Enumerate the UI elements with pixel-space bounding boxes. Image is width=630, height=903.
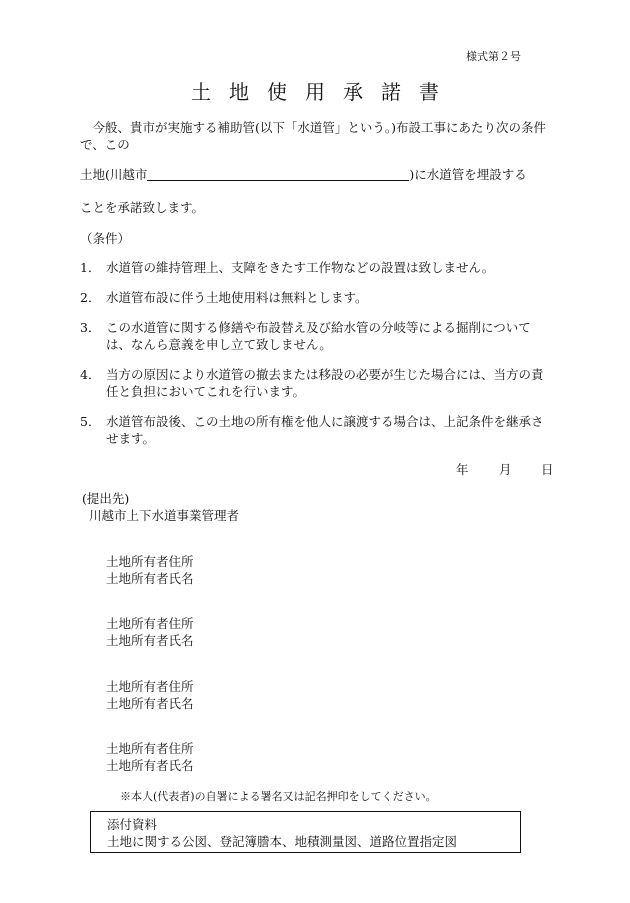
condition-number: 4． bbox=[80, 367, 101, 382]
condition-item bbox=[80, 413, 555, 447]
date-day: 日 bbox=[541, 462, 554, 477]
condition-number: 2． bbox=[80, 290, 101, 305]
date-month: 月 bbox=[499, 462, 512, 477]
owner-block bbox=[106, 615, 194, 649]
owner-block bbox=[106, 553, 194, 587]
date-year: 年 bbox=[456, 462, 469, 477]
condition-text: 水道管の維持管理上、支障をきたす工作物などの設置は致しません。 bbox=[106, 260, 495, 275]
page-title: 土地使用承諾書 bbox=[191, 80, 457, 104]
attachments-list: 土地に関する公図、登記簿謄本、地積測量図、道路位置指定図 bbox=[107, 834, 458, 849]
owner-address-label: 土地所有者住所 bbox=[106, 741, 194, 756]
condition-item bbox=[80, 289, 555, 306]
condition-number: 3． bbox=[80, 320, 101, 335]
signature-note: ※本人(代表者)の自署による署名又は記名押印をしてください。 bbox=[120, 790, 437, 803]
condition-item bbox=[80, 366, 555, 400]
attachments-box bbox=[90, 811, 521, 853]
condition-item bbox=[80, 259, 555, 276]
condition-item bbox=[80, 319, 555, 353]
owner-address-label: 土地所有者住所 bbox=[106, 679, 194, 694]
owner-name-label: 土地所有者氏名 bbox=[106, 633, 194, 648]
consent-statement: ことを承諾致します。 bbox=[80, 200, 205, 215]
form-number: 様式第２号 bbox=[466, 50, 521, 63]
submit-heading: (提出先) bbox=[82, 491, 130, 506]
conditions-heading: （条件） bbox=[80, 231, 131, 246]
condition-text: 水道管布設後、この土地の所有権を他人に譲渡する場合は、上記条件を継承させます。 bbox=[106, 414, 544, 446]
condition-text: この水道管に関する修繕や布設替え及び給水管の分岐等による掘削については、なんら意義を申し立て致しません。 bbox=[106, 320, 531, 352]
condition-text: 水道管布設に伴う土地使用料は無料とします。 bbox=[106, 290, 368, 305]
intro-paragraph: 今般、貴市が実施する補助管(以下「水道管」という。)布設工事にあたり次の条件で、この bbox=[80, 120, 547, 152]
owner-address-label: 土地所有者住所 bbox=[106, 616, 194, 631]
land-location-line bbox=[80, 165, 527, 183]
owner-name-label: 土地所有者氏名 bbox=[106, 696, 194, 711]
condition-number: 5． bbox=[80, 414, 101, 429]
date-line bbox=[456, 460, 554, 478]
condition-text: 当方の原因により水道管の撤去または移設の必要が生じた場合には、当方の責任と負担においてこれを行います。 bbox=[106, 367, 544, 399]
owner-name-label: 土地所有者氏名 bbox=[106, 758, 194, 773]
attachments-heading: 添付資料 bbox=[107, 817, 158, 832]
owner-name-label: 土地所有者氏名 bbox=[106, 571, 194, 586]
owner-block bbox=[106, 678, 194, 712]
owner-address-label: 土地所有者住所 bbox=[106, 554, 194, 569]
land-prefix: 土地(川越市 bbox=[80, 167, 148, 182]
condition-number: 1． bbox=[80, 260, 101, 275]
submit-recipient: 川越市上下水道事業管理者 bbox=[89, 508, 240, 523]
owner-block bbox=[106, 740, 194, 774]
land-suffix: )に水道管を埋設する bbox=[409, 167, 527, 182]
land-address-blank[interactable] bbox=[147, 168, 409, 181]
